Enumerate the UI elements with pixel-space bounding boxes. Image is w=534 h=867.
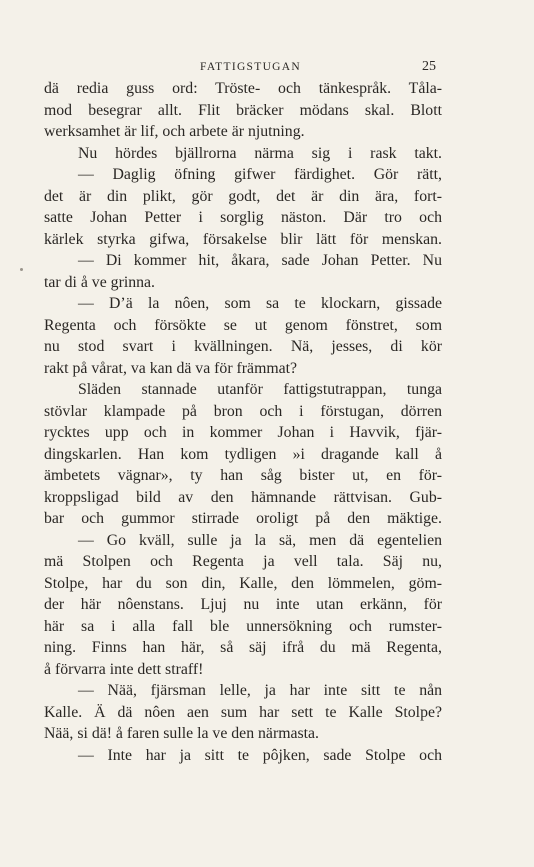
text-line: Kalle. Ä dä nôen aen sum har sett te Kalle Stolpe? xyxy=(44,703,442,721)
text-line: stövlar klampade på bron och i förstugan, dörren xyxy=(44,402,442,420)
text-line: ning. Finns han här, så säj ifrå du mä Regenta, xyxy=(44,639,442,656)
margin-speck xyxy=(20,268,23,271)
text-line: — Inte har ja sitt te pôjken, sade Stolpe och xyxy=(78,746,442,764)
body-text xyxy=(44,78,442,766)
text-line: kärlek styrka gifwa, försakelse blir lätt för menskan. xyxy=(44,230,442,248)
text-line: rakt på vårat, va kan dä va för främmat? xyxy=(44,359,298,377)
text-line: — Di kommer hit, åkara, sade Johan Petter. Nu xyxy=(78,252,442,269)
text-line: — Daglig öfning gifwer färdighet. Gör rätt, xyxy=(78,166,442,183)
text-line: ämbetets vägnar», ty han såg bister ut, en för- xyxy=(44,467,442,484)
text-line: satte Johan Petter i sorglig näston. Där tro och xyxy=(44,209,442,226)
text-line: å förvarra inte dett straff! xyxy=(44,660,204,678)
text-line: här sa i alla fall ble unnersökning och rumster- xyxy=(44,617,442,635)
text-line: bar och gummor stirrade oroligt på den mäktige. xyxy=(44,510,442,527)
text-line: Nää, si dä! å faren sulle la ve den närmasta. xyxy=(44,725,320,742)
text-line: dingskarlen. Han kom tydligen »i dragande kall å xyxy=(44,445,442,463)
running-header xyxy=(42,58,442,78)
text-line: tar di å ve grinna. xyxy=(44,273,155,291)
text-line: rycktes upp och in kommer Johan i Havvik, fjär- xyxy=(44,424,442,441)
text-line: Släden stannade utanför fattigstutrappan, tunga xyxy=(78,381,442,398)
text-line: werksamhet är lif, och arbete är njutning. xyxy=(44,123,305,140)
text-line: Nu hördes bjällrorna närma sig i rask takt. xyxy=(78,144,442,162)
text-line: — D’ä la nôen, som sa te klockarn, gissade xyxy=(78,295,442,312)
text-line: — Go kväll, sulle ja la sä, men dä egentelien xyxy=(78,531,442,549)
text-line: — Nää, fjärsman lelle, ja har inte sitt te nån xyxy=(78,682,442,699)
text-line: mä Stolpen och Regenta ja vell tala. Säj nu, xyxy=(44,553,442,570)
text-line: dä redia guss ord: Tröste- och tänkespråk. Tåla- xyxy=(44,80,442,97)
text-line: mod besegrar allt. Flit bräcker mödans skal. Blott xyxy=(44,101,442,119)
text-line: det är din plikt, gör godt, det är din ära, fort- xyxy=(44,187,442,205)
text-line: der här nôenstans. Ljuj nu inte utan erkänn, för xyxy=(44,596,442,613)
text-line: Regenta och försökte se ut genom fönstret, som xyxy=(44,316,442,334)
page-number: 25 xyxy=(422,59,436,74)
text-line: Stolpe, har du son din, Kalle, den lömmelen, göm- xyxy=(44,574,442,592)
text-line: kroppsligad bild av den hämnande rättvisan. Gub- xyxy=(44,488,442,506)
text-line: nu stod svart i kvällningen. Nä, jesses, di kör xyxy=(44,338,442,355)
running-title: FATTIGSTUGAN xyxy=(200,61,301,73)
